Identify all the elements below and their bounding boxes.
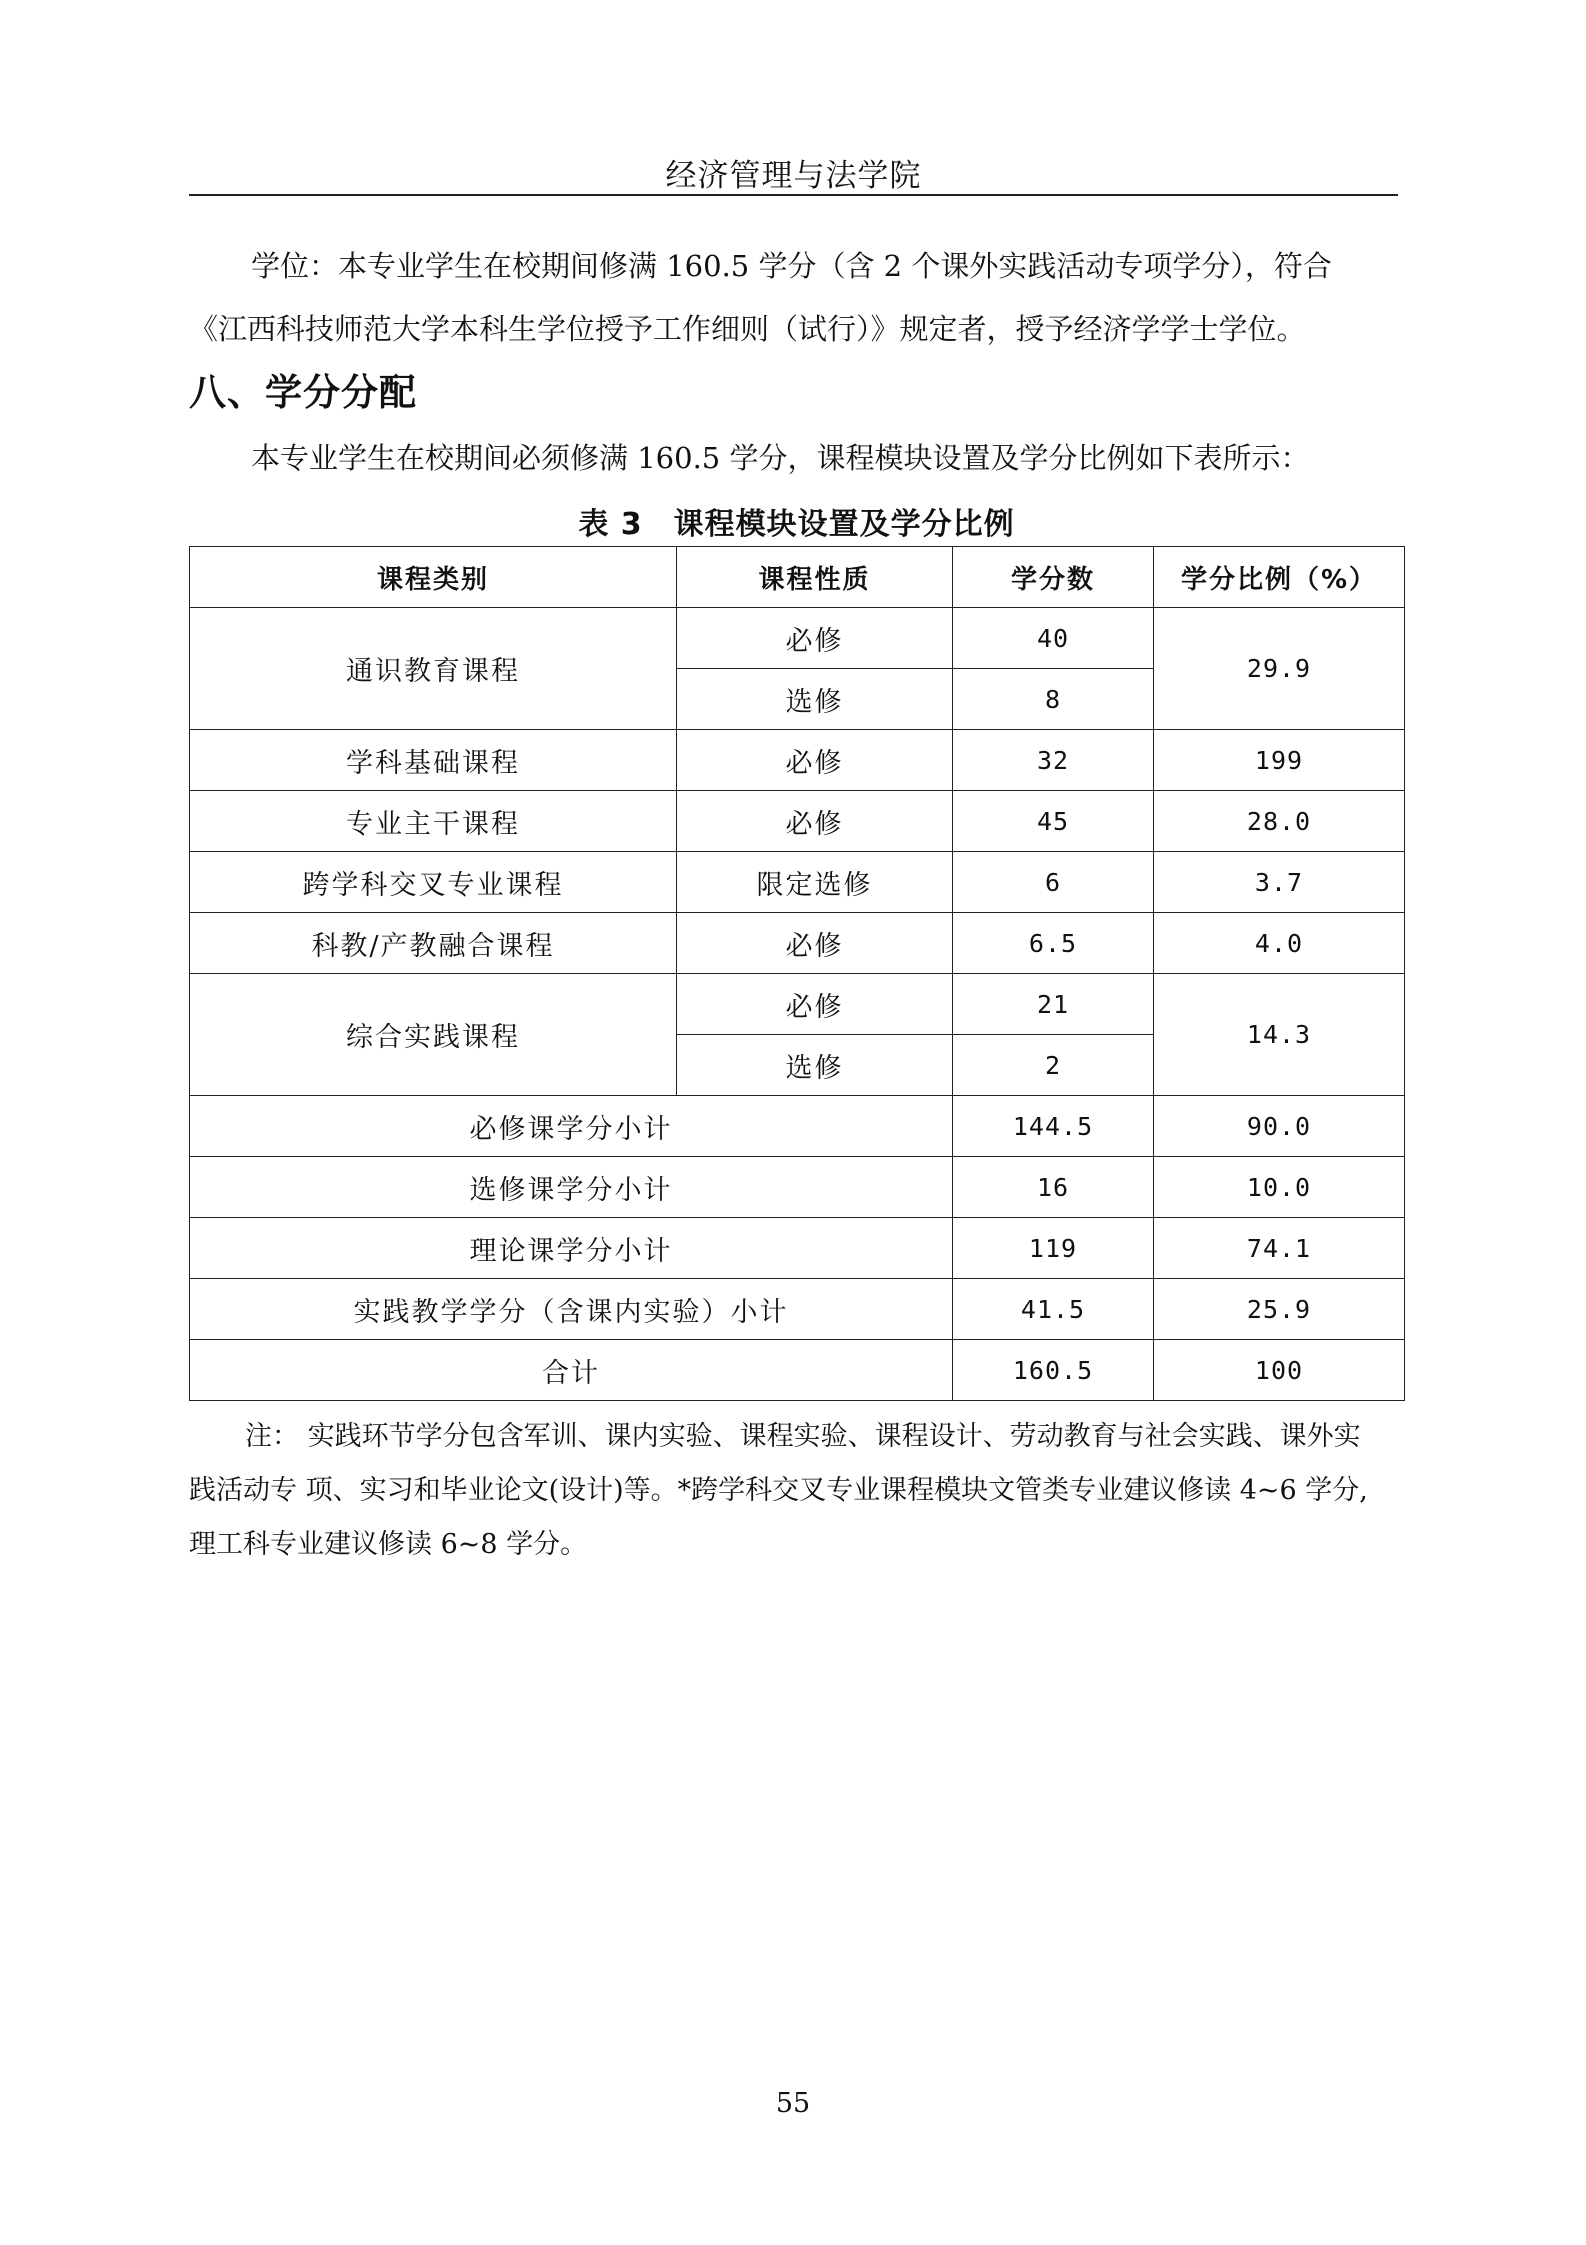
- header-title: 经济管理与法学院: [665, 158, 922, 194]
- ratio-cell: 3.7: [1154, 852, 1405, 913]
- course-category-cell: 专业主干课程: [190, 791, 677, 852]
- summary-ratio-cell: 74.1: [1154, 1218, 1405, 1279]
- course-nature-cell: 必修: [677, 913, 953, 974]
- header-category: 课程类别: [190, 547, 677, 608]
- note-line-1: 注： 实践环节学分包含军训、课内实验、课程实验、课程设计、劳动教育与社会实践、课外实: [245, 1421, 1361, 1452]
- summary-label-cell: 理论课学分小计: [190, 1218, 953, 1279]
- summary-credits-cell: 119: [953, 1218, 1154, 1279]
- course-category-cell: 通识教育课程: [190, 608, 677, 730]
- summary-row: [190, 1096, 1405, 1157]
- header-ratio: 学分比例（%）: [1154, 547, 1405, 608]
- section-heading: 八、学分分配: [189, 371, 417, 414]
- header-divider: [189, 194, 1398, 196]
- summary-ratio-cell: 90.0: [1154, 1096, 1405, 1157]
- credits-cell: 8: [953, 669, 1154, 730]
- credits-cell: 6: [953, 852, 1154, 913]
- ratio-cell: 28.0: [1154, 791, 1405, 852]
- course-category-cell: 学科基础课程: [190, 730, 677, 791]
- table-header-row: [190, 547, 1405, 608]
- credits-cell: 21: [953, 974, 1154, 1035]
- section-intro: 本专业学生在校期间必须修满 160.5 学分，课程模块设置及学分比例如下表所示：: [251, 441, 1310, 475]
- course-nature-cell: 必修: [677, 974, 953, 1035]
- table-row: [190, 852, 1405, 913]
- credits-table: [189, 546, 1405, 1401]
- summary-row: [190, 1218, 1405, 1279]
- course-nature-cell: 限定选修: [677, 852, 953, 913]
- ratio-cell: 14.3: [1154, 974, 1405, 1096]
- summary-ratio-cell: 25.9: [1154, 1279, 1405, 1340]
- summary-credits-cell: 144.5: [953, 1096, 1154, 1157]
- credits-cell: 45: [953, 791, 1154, 852]
- degree-line-1: 学位：本专业学生在校期间修满 160.5 学分（含 2 个课外实践活动专项学分），符合: [251, 249, 1332, 283]
- table-row: [190, 974, 1405, 1035]
- summary-label-cell: 合计: [190, 1340, 953, 1401]
- course-nature-cell: 必修: [677, 791, 953, 852]
- table-row: [190, 791, 1405, 852]
- summary-label-cell: 实践教学学分（含课内实验）小计: [190, 1279, 953, 1340]
- degree-line-2: 《江西科技师范大学本科生学位授予工作细则（试行）》规定者，授予经济学学士学位。: [189, 312, 1306, 346]
- table-row: [190, 730, 1405, 791]
- summary-credits-cell: 41.5: [953, 1279, 1154, 1340]
- course-nature-cell: 必修: [677, 608, 953, 669]
- course-nature-cell: 选修: [677, 1035, 953, 1096]
- table-note: [189, 1410, 1404, 1572]
- credits-cell: 40: [953, 608, 1154, 669]
- table-row: [190, 913, 1405, 974]
- page-number: 55: [775, 2088, 811, 2119]
- header-credits: 学分数: [953, 547, 1154, 608]
- credits-cell: 32: [953, 730, 1154, 791]
- course-category-cell: 综合实践课程: [190, 974, 677, 1096]
- summary-label-cell: 选修课学分小计: [190, 1157, 953, 1218]
- note-line-3: 理工科专业建议修读 6~8 学分。: [189, 1529, 588, 1560]
- ratio-cell: 199: [1154, 730, 1405, 791]
- summary-label-cell: 必修课学分小计: [190, 1096, 953, 1157]
- table-row: [190, 608, 1405, 669]
- ratio-cell: 4.0: [1154, 913, 1405, 974]
- summary-row: [190, 1157, 1405, 1218]
- summary-row: [190, 1279, 1405, 1340]
- degree-paragraph: [189, 235, 1460, 361]
- course-category-cell: 跨学科交叉专业课程: [190, 852, 677, 913]
- header-nature: 课程性质: [677, 547, 953, 608]
- note-line-2: 践活动专 项、实习和毕业论文(设计)等。*跨学科交叉专业课程模块文管类专业建议修读 4~6 学分,: [189, 1475, 1368, 1506]
- summary-credits-cell: 160.5: [953, 1340, 1154, 1401]
- course-category-cell: 科教/产教融合课程: [190, 913, 677, 974]
- ratio-cell: 29.9: [1154, 608, 1405, 730]
- credits-cell: 6.5: [953, 913, 1154, 974]
- summary-ratio-cell: 100: [1154, 1340, 1405, 1401]
- summary-row: [190, 1340, 1405, 1401]
- course-nature-cell: 必修: [677, 730, 953, 791]
- table-caption: 表 3 课程模块设置及学分比例: [578, 507, 1015, 542]
- credits-cell: 2: [953, 1035, 1154, 1096]
- summary-ratio-cell: 10.0: [1154, 1157, 1405, 1218]
- summary-credits-cell: 16: [953, 1157, 1154, 1218]
- course-nature-cell: 选修: [677, 669, 953, 730]
